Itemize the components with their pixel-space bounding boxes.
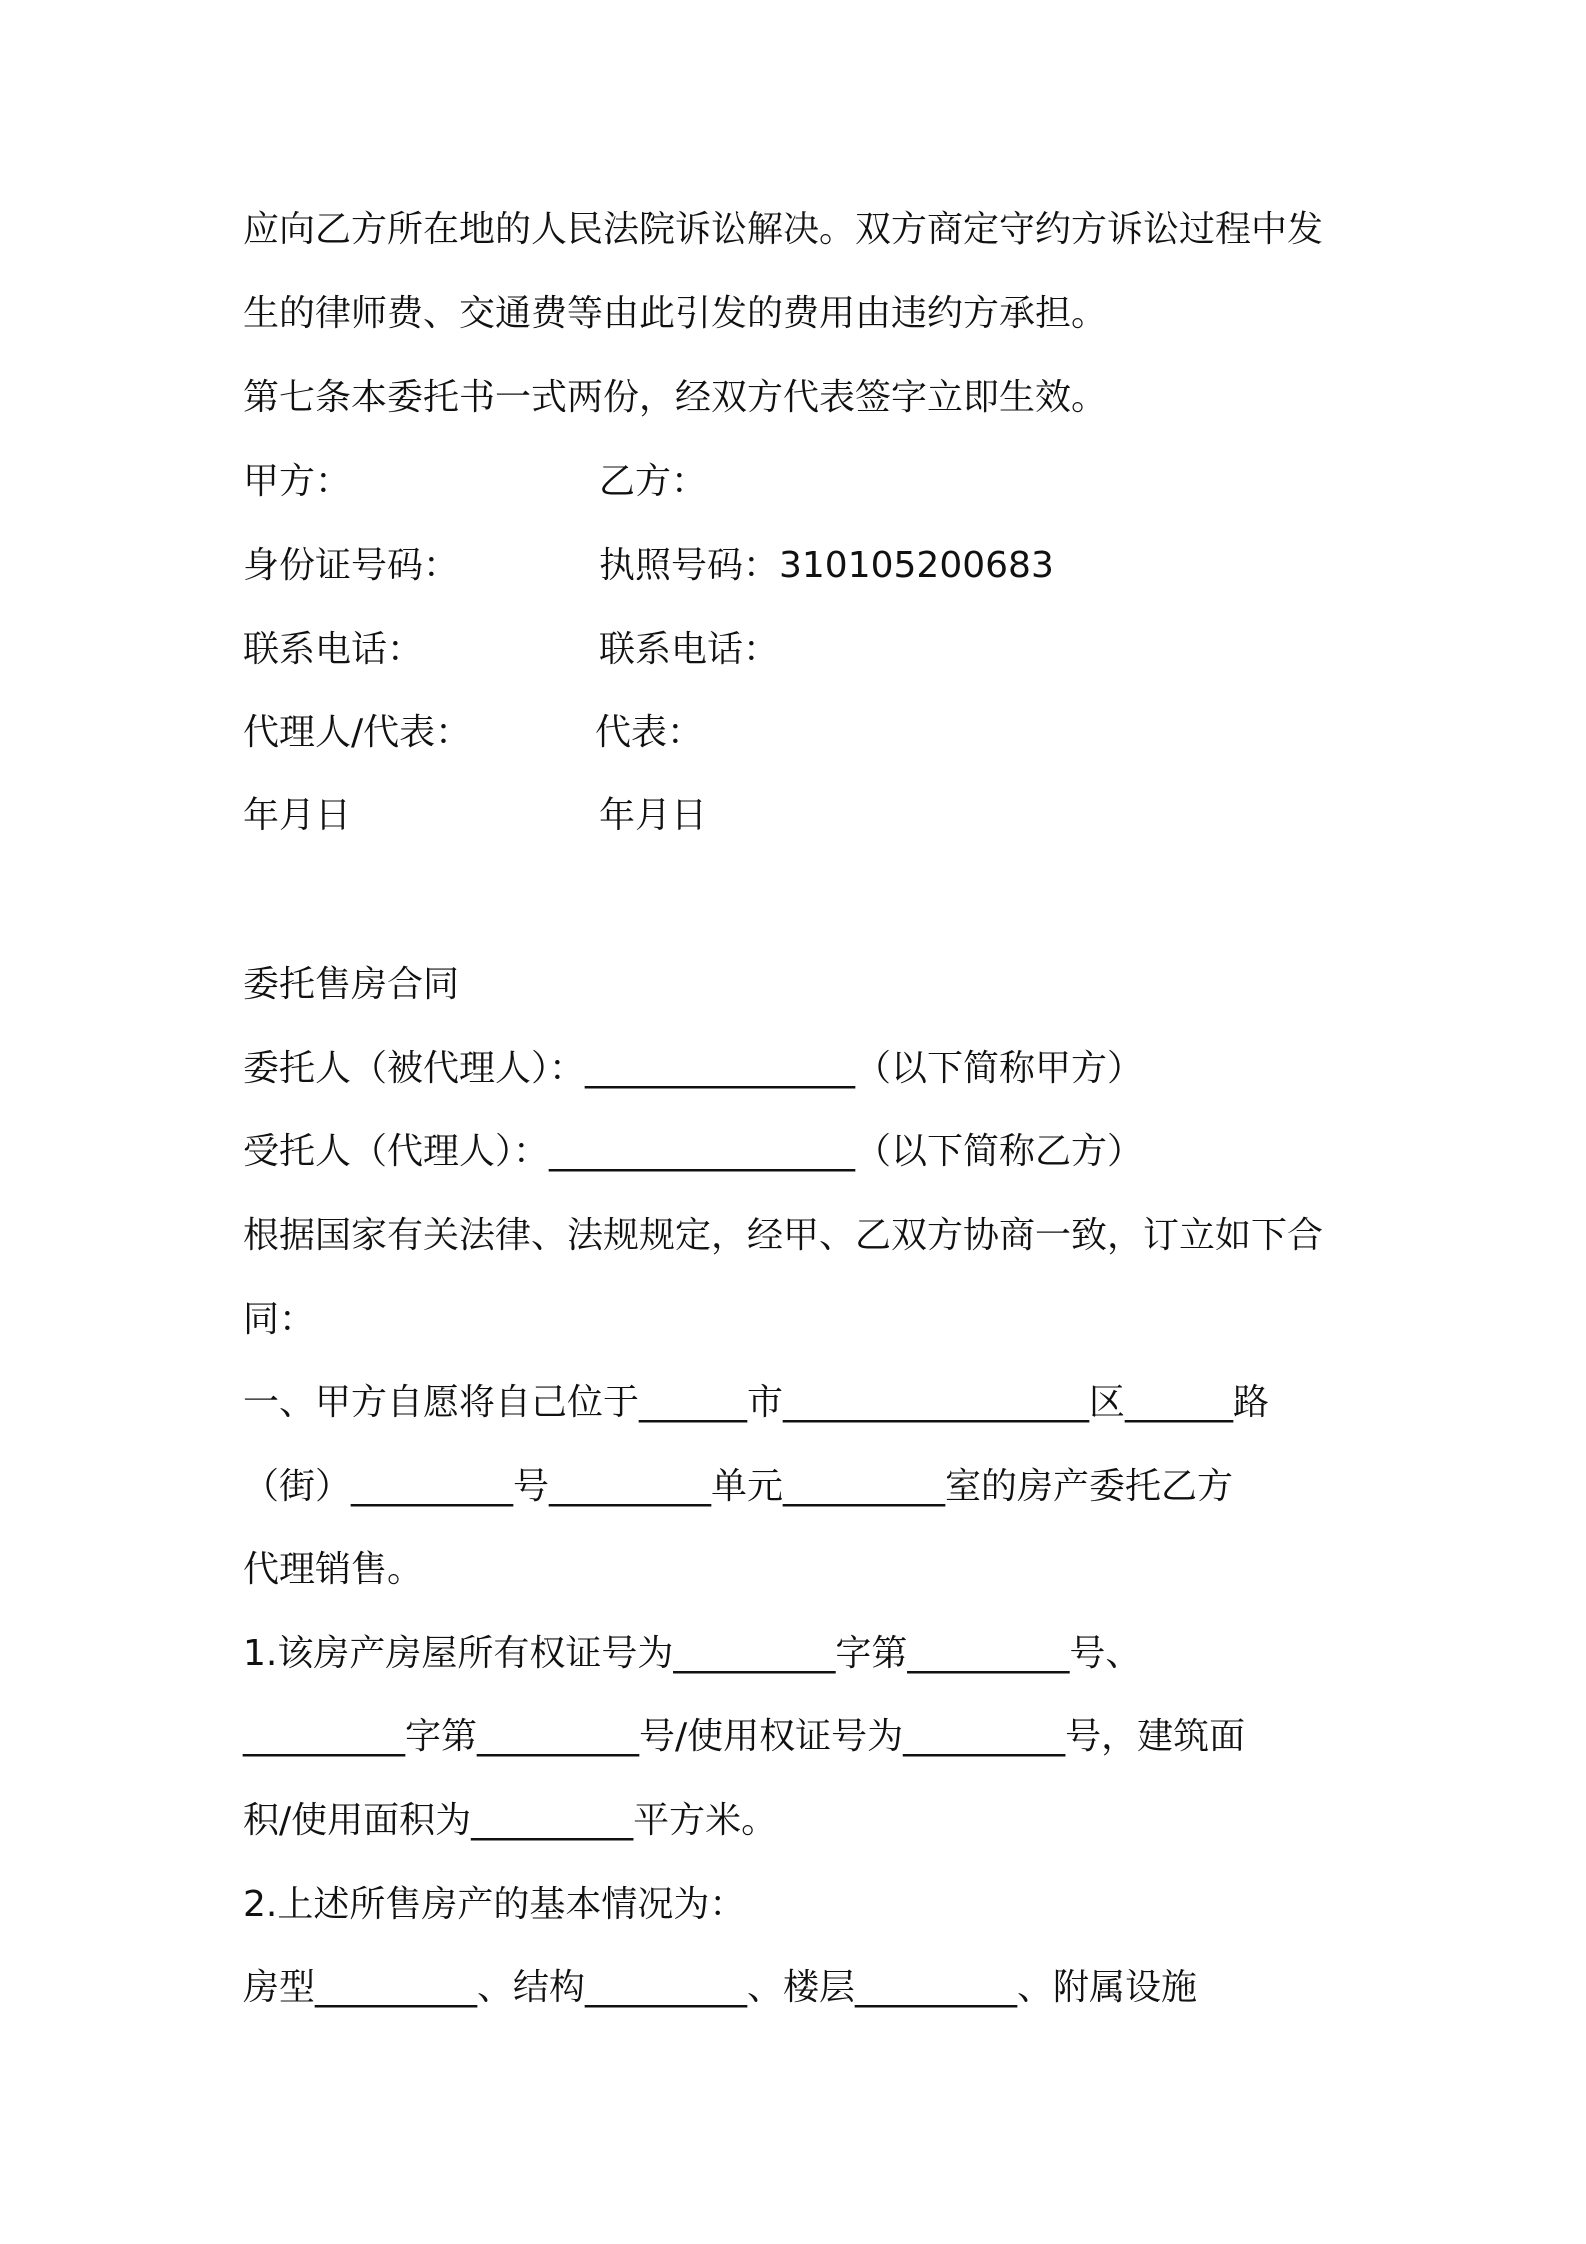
signature-row-representative [243,703,1355,763]
date-a-label: 年月日 [243,795,352,836]
text-line: 同： [243,1299,316,1340]
text-line: （街）_________号_________单元_________室的房产委托乙方 [243,1466,1234,1507]
principal-line: 委托人（被代理人）：_______________（以下简称甲方） [243,1048,1144,1089]
text-line: _________字第_________号/使用权证号为_________号，建筑面 [243,1716,1246,1757]
phone-a-label: 联系电话： [243,629,424,670]
text-line: 积/使用面积为_________平方米。 [243,1800,778,1841]
contract-title: 委托售房合同 [243,964,460,1005]
representative-b-label: 代表： [595,712,704,753]
party-a-label: 甲方： [243,461,352,502]
text-line: 生的律师费、交通费等由此引发的费用由违约方承担。 [243,293,1108,334]
text-line: 第七条本委托书一式两份，经双方代表签字立即生效。 [243,377,1108,418]
license-number-label: 执照号码：310105200683 [599,545,1054,586]
text-line: 代理销售。 [243,1549,424,1590]
signature-row-party [243,452,1355,512]
signature-row-phone [243,620,1355,680]
text-line: 2.上述所售房产的基本情况为： [243,1884,746,1925]
text-line: 应向乙方所在地的人民法院诉讼解决。双方商定守约方诉讼过程中发 [243,209,1324,250]
party-b-label: 乙方： [599,461,708,502]
text-line: 房型_________、结构_________、楼层_________、附属设施 [243,1967,1198,2008]
text-line: 1.该房产房屋所有权证号为_________字第_________号、 [243,1633,1142,1674]
agent-a-label: 代理人/代表： [243,712,472,753]
date-b-label: 年月日 [599,795,708,836]
id-number-label: 身份证号码： [243,545,460,586]
text-line: 一、甲方自愿将自己位于______市_________________区______路 [243,1382,1270,1423]
signature-row-id [243,536,1355,596]
agent-line: 受托人（代理人）：_________________（以下简称乙方） [243,1131,1144,1172]
signature-row-date [243,786,1355,846]
text-line: 根据国家有关法律、法规规定，经甲、乙双方协商一致，订立如下合 [243,1215,1324,1256]
phone-b-label: 联系电话： [599,629,780,670]
